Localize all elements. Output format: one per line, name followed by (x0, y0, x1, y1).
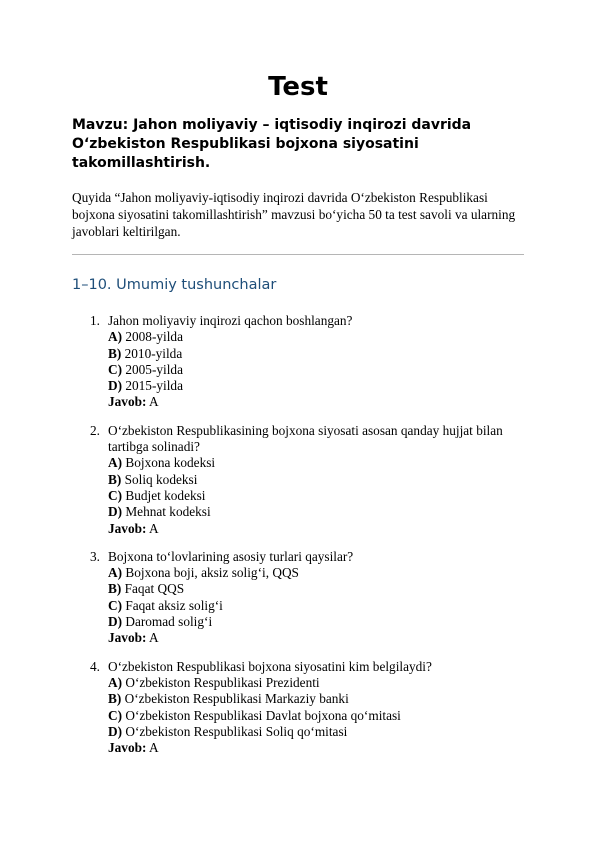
option-text: O‘zbekiston Respublikasi Soliq qo‘mitasi (122, 723, 348, 739)
answer-label: Javob: (108, 740, 147, 756)
question-item (72, 549, 524, 647)
option-letter: C) (108, 361, 123, 377)
option-text: O‘zbekiston Respublikasi Davlat bojxona qo‘mitasi (122, 707, 401, 723)
answer-line (108, 394, 524, 410)
answer-label: Javob: (108, 630, 147, 646)
answer-line (108, 521, 524, 537)
intro-paragraph: Quyida “Jahon moliyaviy-iqtisodiy inqirozi davrida O‘zbekiston Respublikasi bojxona siyosatini takomillashtirish” mavzusi bo‘yicha 50 ta test savoli va ularning javoblari keltirilgan. (72, 190, 516, 239)
answer-label: Javob: (108, 394, 147, 410)
answer-line (108, 630, 524, 646)
option-text: O‘zbekiston Respublikasi Markaziy banki (121, 691, 349, 707)
question-text: O‘zbekiston Respublikasi bojxona siyosatini kim belgilaydi? (108, 658, 432, 674)
option-letter: B) (108, 581, 122, 597)
option-c (108, 708, 524, 724)
option-letter: B) (108, 471, 122, 487)
option-c (108, 488, 524, 504)
option-b (108, 581, 524, 597)
option-letter: D) (108, 378, 123, 394)
option-text: Soliq kodeksi (121, 471, 198, 487)
question-text: O‘zbekiston Respublikasining bojxona siyosati asosan qanday hujjat bilan tartibga solinadi? (108, 422, 503, 455)
option-text: 2008-yilda (122, 329, 183, 345)
option-b (108, 691, 524, 707)
option-b (108, 472, 524, 488)
divider (72, 254, 524, 255)
document-title: Test (268, 72, 328, 102)
option-text: Bojxona kodeksi (122, 455, 216, 471)
answer-value: A (146, 740, 159, 756)
option-a (108, 329, 524, 345)
option-letter: B) (108, 691, 122, 707)
option-letter: A) (108, 674, 123, 690)
option-letter: A) (108, 565, 123, 581)
option-b (108, 346, 524, 362)
option-a (108, 675, 524, 691)
option-text: Bojxona boji, aksiz solig‘i, QQS (122, 565, 299, 581)
option-letter: A) (108, 455, 123, 471)
option-text: Mehnat kodeksi (122, 504, 211, 520)
option-letter: D) (108, 614, 123, 630)
option-text: 2005-yilda (122, 361, 183, 377)
option-c (108, 362, 524, 378)
question-number: 2. (90, 422, 100, 438)
option-text: Daromad solig‘i (122, 614, 213, 630)
question-list (72, 313, 524, 756)
option-text: O‘zbekiston Respublikasi Prezidenti (122, 674, 320, 690)
subject-heading: Mavzu: Jahon moliyaviy – iqtisodiy inqirozi davrida O‘zbekiston Respublikasi bojxona siyosatini takomillashtirish. (72, 117, 472, 171)
option-text: Budjet kodeksi (122, 487, 206, 503)
option-d (108, 504, 524, 520)
option-text: Faqat QQS (121, 581, 185, 597)
answer-value: A (146, 520, 159, 536)
option-a (108, 565, 524, 581)
option-letter: C) (108, 487, 123, 503)
option-letter: C) (108, 597, 123, 613)
option-text: 2015-yilda (122, 378, 183, 394)
answer-line (108, 740, 524, 756)
question-item (72, 659, 524, 757)
option-letter: D) (108, 504, 123, 520)
option-text: Faqat aksiz solig‘i (122, 597, 223, 613)
option-d (108, 378, 524, 394)
option-letter: D) (108, 723, 123, 739)
answer-value: A (146, 630, 159, 646)
answer-value: A (146, 394, 159, 410)
question-text: Bojxona to‘lovlarining asosiy turlari qaysilar? (108, 548, 354, 564)
option-letter: B) (108, 345, 122, 361)
question-number: 1. (90, 313, 100, 328)
option-c (108, 598, 524, 614)
option-text: 2010-yilda (121, 345, 183, 361)
option-letter: C) (108, 707, 123, 723)
option-d (108, 724, 524, 740)
question-text: Jahon moliyaviy inqirozi qachon boshlangan? (108, 313, 353, 328)
question-number: 4. (90, 658, 100, 674)
section-heading: 1–10. Umumiy tushunchalar (72, 277, 277, 293)
option-letter: A) (108, 329, 123, 345)
question-item (72, 313, 524, 411)
question-item (72, 423, 524, 537)
option-a (108, 455, 524, 471)
option-d (108, 614, 524, 630)
question-number: 3. (90, 548, 100, 564)
answer-label: Javob: (108, 520, 147, 536)
